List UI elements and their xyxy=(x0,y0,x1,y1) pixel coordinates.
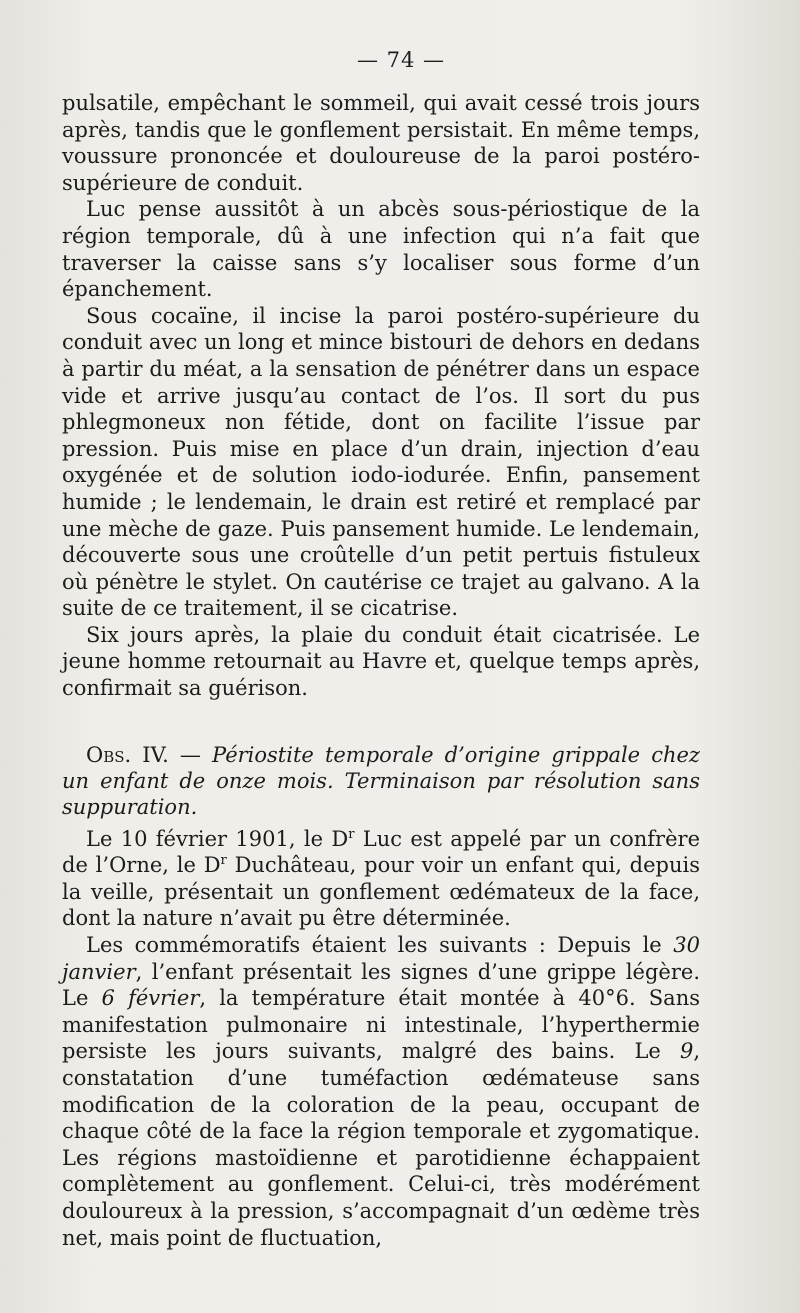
paragraph-diagnosis: Luc pense aussitôt à un abcès sous-périostique de la région temporale, dû à une infection qui n’a fait que traverser la caisse sans s’y localiser sous forme d’un épanchement. xyxy=(62,197,700,302)
text-run: , constatation d’une tuméfaction œdémateuse sans modification de la coloration de la peau, occupant de chaque côté de la face la région temporale et zygomatique. Les régions mastoïdienne et parotidienne échappaient complètement au gonflement. Celui-ci, très modérément douloureux à la pression, s’accompagnait d’un œdème très net, mais point de fluctuation, xyxy=(62,1039,700,1250)
text-run: , l’enfant présentait les signes d’une grippe légère. Le xyxy=(62,959,700,1011)
page-number: — 74 — xyxy=(356,48,446,72)
observation-heading xyxy=(62,742,700,820)
superscript: r xyxy=(220,853,227,869)
paragraph-visit xyxy=(62,826,700,932)
section-spacer xyxy=(62,702,700,742)
paragraph-continuation: pulsatile, empêchant le sommeil, qui avait cessé trois jours après, tandis que le gonflement persistait. En même temps, voussure prononcée et douloureuse de la paroi postéro-supérieure de conduit. xyxy=(62,91,700,195)
date-italic: 30 janvier xyxy=(62,933,700,984)
superscript: r xyxy=(348,826,355,842)
paragraph-procedure: Sous cocaïne, il incise la paroi postéro-supérieure du conduit avec un long et mince bistouri de dehors en dedans à partir du méat, a la sensation de pénétrer dans un espace vide et arrive jusqu’au contact de l’os. Il sort du pus phlegmoneux non fétide, dont on facilite l’issue par pression. Puis mise en place d’un drain, injection d’eau oxygénée et de solution iodo-iodurée. Enfin, pansement humide ; le lendemain, le drain est retiré et remplacé par une mèche de gaze. Puis pansement humide. Le lendemain, découverte sous une croûtelle d’un petit pertuis fistuleux où pénètre le stylet. On cautérise ce trajet au galvano. A la suite de ce traitement, il se cicatrise. xyxy=(62,303,700,621)
paragraph-history xyxy=(62,932,700,1251)
text-run: , la température était montée à 40°6. Sans manifestation pulmonaire ni intestinale, l’hyperthermie persiste les jours suivants, malgré des bains. Le xyxy=(62,986,700,1064)
observation-label: Obs. IV. xyxy=(86,742,169,767)
date-italic: 9 xyxy=(679,1039,694,1064)
text-run: Luc est appelé par un confrère de l’Orne, le D xyxy=(62,826,700,878)
date-italic: 6 février xyxy=(101,986,200,1011)
observation-dash: — xyxy=(168,742,213,767)
observation-title: Périostite temporale d’origine grippale chez un enfant de onze mois. Terminaison par résolution sans suppuration. xyxy=(62,742,700,819)
text-run: Duchâteau, pour voir un enfant qui, depuis la veille, présentait un gonflement œdémateux de la face, dont la nature n’avait pu être déterminée. xyxy=(62,853,701,931)
text-run: Les commémoratifs étaient les suivants : Depuis le xyxy=(86,933,674,958)
text-run: Le 10 février 1901, le D xyxy=(86,826,349,851)
paragraph-outcome: Six jours après, la plaie du conduit était cicatrisée. Le jeune homme retournait au Havre et, quelque temps après, confirmait sa guérison. xyxy=(62,622,700,701)
